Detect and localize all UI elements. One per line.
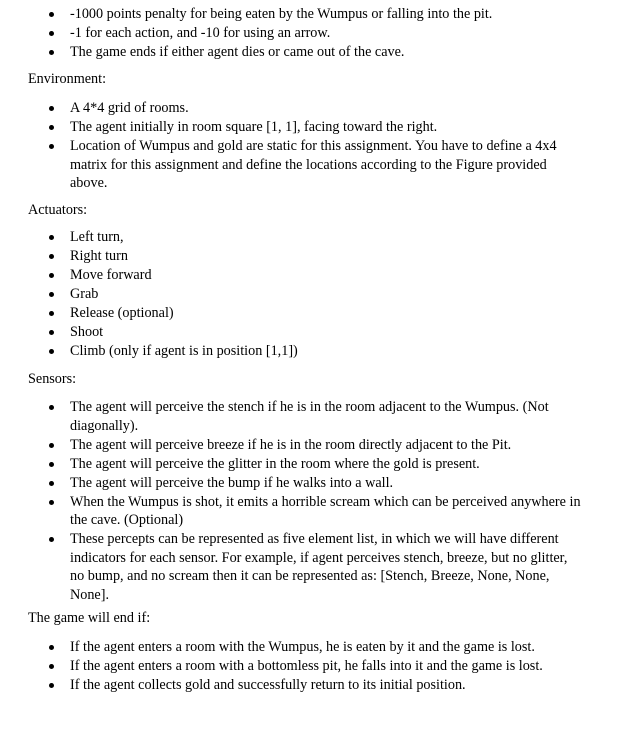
bullet-icon xyxy=(49,254,54,259)
bullet-icon xyxy=(49,462,54,467)
bullet-icon xyxy=(49,500,54,505)
list-item: Move forward xyxy=(0,266,621,285)
actuators-list xyxy=(0,228,621,361)
bullet-icon xyxy=(49,664,54,669)
list-item: -1 for each action, and -10 for using an arrow. xyxy=(0,24,621,43)
list-item: When the Wumpus is shot, it emits a horrible scream which can be perceived anywhere in the cave. (Optional) xyxy=(0,493,621,530)
environment-list xyxy=(0,99,621,193)
list-item: A 4*4 grid of rooms. xyxy=(0,99,621,118)
bullet-icon xyxy=(49,330,54,335)
game-end-list xyxy=(0,638,621,695)
list-item: The agent will perceive the bump if he walks into a wall. xyxy=(0,474,621,493)
list-item: The game ends if either agent dies or came out of the cave. xyxy=(0,43,621,62)
bullet-icon xyxy=(49,12,54,17)
bullet-icon xyxy=(49,443,54,448)
game-end-heading: The game will end if: xyxy=(28,610,151,626)
list-item: Climb (only if agent is in position [1,1]) xyxy=(0,342,621,361)
list-item: Grab xyxy=(0,285,621,304)
list-item: Shoot xyxy=(0,323,621,342)
bullet-icon xyxy=(49,50,54,55)
bullet-icon xyxy=(49,106,54,111)
list-item: If the agent enters a room with the Wumpus, he is eaten by it and the game is lost. xyxy=(0,638,621,657)
scoring-list xyxy=(0,5,621,62)
bullet-icon xyxy=(49,311,54,316)
bullet-icon xyxy=(49,645,54,650)
list-item: Release (optional) xyxy=(0,304,621,323)
bullet-icon xyxy=(49,235,54,240)
list-item: If the agent enters a room with a bottomless pit, he falls into it and the game is lost. xyxy=(0,657,621,676)
list-item: Left turn, xyxy=(0,228,621,247)
sensors-heading: Sensors: xyxy=(28,371,77,387)
list-item: These percepts can be represented as five element list, in which we will have different indicators for each sensor. For example, if agent perceives stench, breeze, but no glitter, no bump, and no scream then it can be represented as: [Stench, Breeze, None, None, None]. xyxy=(0,530,621,604)
list-item: The agent will perceive breeze if he is in the room directly adjacent to the Pit. xyxy=(0,436,621,455)
bullet-icon xyxy=(49,481,54,486)
actuators-heading: Actuators: xyxy=(28,202,88,218)
sensors-list xyxy=(0,398,621,605)
list-item: If the agent collects gold and successfully return to its initial position. xyxy=(0,676,621,695)
list-item: The agent initially in room square [1, 1], facing toward the right. xyxy=(0,118,621,137)
bullet-icon xyxy=(49,125,54,130)
bullet-icon xyxy=(49,292,54,297)
list-item: The agent will perceive the stench if he is in the room adjacent to the Wumpus. (Not diagonally). xyxy=(0,398,621,435)
bullet-icon xyxy=(49,405,54,410)
environment-heading: Environment: xyxy=(28,71,107,87)
bullet-icon xyxy=(49,31,54,36)
list-item: Right turn xyxy=(0,247,621,266)
bullet-icon xyxy=(49,273,54,278)
list-item: The agent will perceive the glitter in the room where the gold is present. xyxy=(0,455,621,474)
list-item: -1000 points penalty for being eaten by the Wumpus or falling into the pit. xyxy=(0,5,621,24)
bullet-icon xyxy=(49,349,54,354)
bullet-icon xyxy=(49,537,54,542)
bullet-icon xyxy=(49,144,54,149)
bullet-icon xyxy=(49,683,54,688)
list-item: Location of Wumpus and gold are static for this assignment. You have to define a 4x4 matrix for this assignment and define the locations according to the Figure provided above. xyxy=(0,137,621,193)
